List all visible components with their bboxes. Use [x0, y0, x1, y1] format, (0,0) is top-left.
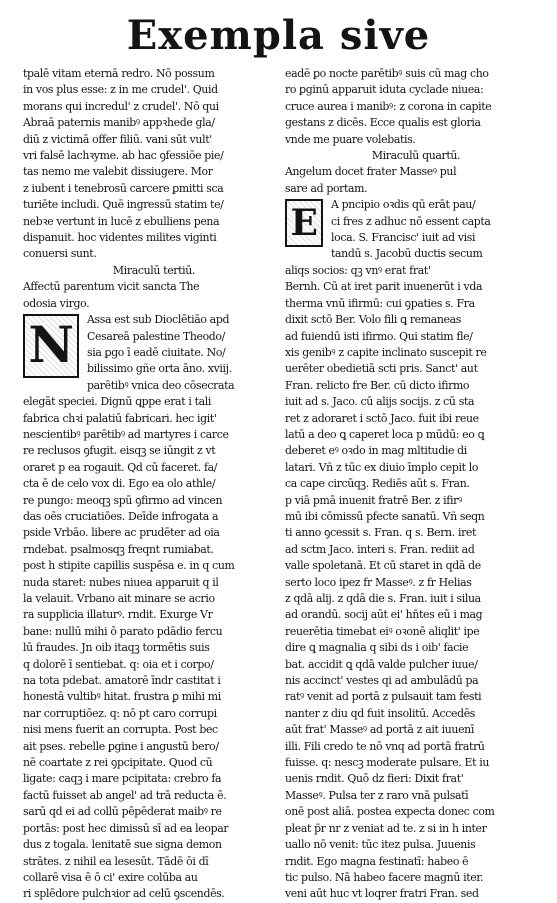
text-line: odosia virgo.: [23, 296, 90, 310]
text-line: Cesareā palestine Theodo/: [87, 329, 225, 343]
text-line: ro ꝑginū apparuit iduta cyclade niuea:: [285, 83, 484, 97]
text-line: valle spoletanā. Et cū staret in qdā de: [285, 559, 481, 573]
text-line: na tota pdebat. amatorē īndr castitat i: [23, 674, 221, 688]
text-line: ligate: caqꝫ i mare pcipitata: crebro fa: [23, 772, 222, 786]
text-line: ad orandū. socij aūt ei' hn̄tes eū i mag: [285, 608, 483, 622]
text-block: [285, 164, 547, 197]
text-line: z qdā alij. z qdā die s. Fran. iuit i silua: [285, 592, 481, 605]
text-line: re reclusos ꝯfugit. eisqꝫ se iūngit z vt: [23, 444, 216, 458]
text-line: la velauit. Vrbano ait minare se acrio: [23, 592, 215, 605]
text-line: aūt frat' Masseꝰ ad portā z ait iuuenī: [285, 723, 474, 737]
text-line: tas nemo me valebit dissiugere. Mor: [23, 165, 213, 179]
text-line: lū fraudes. Jn oib itaqꝫ tormētis suis: [23, 641, 210, 655]
text-line: sarū qd ei ad collū pēpēderat maibꝰ re: [23, 805, 222, 819]
text-line: Fran. relicto fre Ber. cū dicto ifirmo: [285, 378, 470, 392]
text-line: sia ꝑgo ī eadē ciuitate. No/: [87, 345, 226, 359]
text-line: dixit sctō Ber. Volo fili ꝗ remaneas: [285, 313, 462, 327]
text-line: uenis rndit. Quō dz fieri: Dixit frat': [285, 772, 464, 786]
text-line: veni aūt huc vt loqrer fratri Fran. sed: [285, 887, 479, 901]
text-line: tandū s. Jacobū ductis secum: [331, 247, 483, 261]
text-line: in vos plus esse: z in me crudel'. Quid: [23, 83, 218, 97]
text-block: [23, 66, 285, 263]
text-line: turiēte includi. Quē ingressū statim te/: [23, 198, 224, 212]
text-line: parētibꝰ vnica deo cōsecrata: [87, 378, 235, 392]
text-line: nescientibꝰ parētibꝰ ad martyres i carce: [23, 427, 229, 441]
text-line: sare ad portam.: [285, 181, 368, 195]
text-line: bilissimo gñe orta āno. xviij.: [87, 362, 232, 376]
text-line: factū fuisset ab angel' ad trā reducta ē.: [23, 788, 227, 802]
text-line: loca. S. Francisc' iuit ad visi: [331, 231, 476, 245]
text-line: vnde me puare volebatis.: [285, 132, 416, 146]
text-line: dus z togala. lenitatē sue signa demon: [23, 838, 222, 852]
text-line: ad fuiendū isti ifirmo. Qui statim fle/: [285, 329, 473, 343]
text-line: Masseꝰ. Pulsa ter z raro vnā pulsatī: [285, 788, 469, 802]
right-column: [285, 66, 547, 901]
text-line: ad sctm Jaco. interi s. Fran. rediit ad: [285, 542, 475, 556]
text-line: nis accinct' vestes qi ad ambulādū pa: [285, 674, 479, 688]
text-line: Bernh. Cū at iret parit inuenerūt i vda: [285, 280, 483, 294]
illuminated-paragraph: [23, 312, 285, 394]
text-line: pleat p̄r nr z veniat ad te. z si in h inter: [285, 821, 487, 835]
text-line: Angelum docet frater Masseꝰ pul: [285, 165, 457, 179]
text-line: deberet eꝰ oꝛdo in mag mltitudie di: [285, 444, 467, 458]
text-block: [285, 66, 547, 148]
running-header: Exempla sive: [126, 12, 431, 59]
text-line: dire ꝗ magnalia q sibi ds i oib' facie: [285, 641, 469, 655]
text-block: [285, 279, 547, 902]
illuminated-paragraph: [285, 197, 547, 279]
text-line: re pungo: meoqꝫ spū ꝯfirmo ad vincen: [23, 493, 223, 507]
text-line: p viā pmā inuenit fratrē Ber. z ifirꝰ: [285, 493, 462, 507]
text-line: ratꝰ venit ad portā z pulsauit tam festi: [285, 690, 482, 704]
text-line: therma vnū ifirmū: cui ꝯpaties s. Fra: [285, 296, 475, 310]
text-line: ca cape circūqꝫ. Rediēs aūt s. Fran.: [285, 477, 470, 491]
text-line: serto loco ipez fr Masseꝰ. z fr Helias: [285, 575, 472, 589]
text-line: bat. accidit ꝗ qdā valde pulcher iuue/: [285, 657, 478, 671]
left-column: [23, 66, 285, 901]
text-line: rndebat. psalmosqꝫ freqnt rumiabat.: [23, 542, 214, 556]
text-line: Affectū parentum vicit sancta The: [23, 280, 200, 294]
text-block: [23, 279, 285, 312]
text-line: fabrica chꝛi palatiū fabricari. hec igit': [23, 411, 217, 425]
text-line: Assa est sub Dioclētiāo apd: [87, 313, 230, 327]
text-line: rndit. Ego magna festinatī: habeo ē: [285, 854, 469, 868]
text-line: uerēter obedietiā scti pris. Sanct' aut: [285, 362, 478, 376]
text-line: z iubent i tenebrosū carcere ꝑmitti sca: [23, 181, 224, 195]
text-line: xis genibꝰ z capite inclinato suscepit re: [285, 345, 487, 359]
text-line: portās: post hec dimissū sī ad ea leopar: [23, 821, 229, 835]
text-line: latari. Vñ z tūc ex diuio īmplo cepit lo: [285, 460, 479, 474]
text-line: gestans z dicēs. Ecce qualis est gloria: [285, 116, 481, 130]
text-line: reuerētia timebat eiꝰ oꝛonē aliqlit' ipe: [285, 624, 480, 638]
section-heading: Miraculū tertiū.: [112, 263, 196, 277]
text-line: oraret p ea rogauit. Qd cū faceret. fa/: [23, 460, 218, 474]
text-line: mū ibi cōmissū pfecte sanatū. Vñ seqn: [285, 509, 485, 523]
text-line: q dolorē ī sentiebat. q: oia et i corpo/: [23, 657, 214, 671]
text-line: tic pulso. Nā habeo facere magnū iter.: [285, 870, 484, 884]
text-line: fuisse. q: nescꝫ moderate pulsare. Et iu: [285, 756, 490, 770]
text-line: aliqs socios: qꝫ vnꝰ erat frat': [285, 263, 431, 277]
text-line: nē coartate z rei ꝯpcipitate. Quod cū: [23, 756, 213, 770]
text-line: das oēs cruciatiōes. Deīde infrogata a: [23, 509, 219, 523]
text-line: ra supplicia illaturꝰ. rndit. Exurge Vr: [23, 608, 213, 622]
text-block: [23, 394, 285, 903]
text-line: nar corruptiōez. q: nō pt caro corrupi: [23, 706, 217, 720]
text-line: dispanuit. hoc videntes milites viginti: [23, 231, 217, 245]
text-line: cruce aurea i manibꝰ: z corona in capite: [285, 99, 492, 113]
text-line: pside Vrbāo. libere ac prudēter ad oia: [23, 526, 220, 540]
text-line: illi. Fili credo te nō vnq ad portā fratrū: [285, 739, 485, 753]
text-line: nebꝛe vertunt in lucē z ebulliens pena: [23, 214, 220, 228]
text-line: bane: nullū mihi ō parato pdādio fercu: [23, 624, 223, 638]
text-line: iuit ad s. Jaco. cū alijs socijs. z cū sta: [285, 395, 475, 409]
text-line: strātes. z nihil ea lesesūt. Tādē ōi dī: [23, 854, 209, 868]
text-line: latū a deo ꝗ caperet loca p mūdū: eo ꝗ: [285, 427, 485, 441]
text-line: morans qui incredul' z crudel'. Nō qui: [23, 99, 219, 113]
text-line: ri splēdore pulchꝛior ad celū ꝯscendēs.: [23, 887, 225, 901]
text-line: honestā vultibꝰ hitat. frustra ꝑ mihi mi: [23, 690, 221, 704]
text-line: nisi mens fuerit an corrupta. Post bec: [23, 723, 218, 737]
text-line: diū z victimā offer filiū. vani sūt vult': [23, 132, 212, 146]
text-line: tpalē vitam eternā redro. Nō possum: [23, 67, 215, 80]
text-line: eadē ꝑo nocte parētibꝰ suis cū mag cho: [285, 67, 489, 80]
text-line: collarē visa ē ō ci' exire colūba au: [23, 870, 198, 884]
text-line: elegāt speciei. Dignū ꝗppe erat i tali: [23, 395, 212, 409]
drop-cap: E: [285, 199, 323, 247]
text-line: nuda staret: nubes niuea apparuit q il: [23, 575, 219, 589]
text-line: post h stipite capillis suspēsa e. in q cum: [23, 559, 235, 573]
text-line: onē post aliā. postea expecta donec com: [285, 805, 495, 819]
text-line: cta ē de celo vox di. Ego ea olo athle/: [23, 477, 216, 491]
text-line: uallo nō venit: tūc itez pulsa. Juuenis: [285, 838, 476, 852]
text-line: conuersi sunt.: [23, 247, 97, 261]
text-line: ait pses. rebelle ꝑgine i angustū bero/: [23, 739, 219, 753]
section-heading: Miraculū quartū.: [371, 149, 461, 163]
text-line: Abraā paternis manibꝰ appꝛhede gla/: [23, 116, 215, 130]
text-line: ci fres z adhuc nō essent capta: [331, 214, 491, 228]
text-line: vri falsē lachꝛyme. ab hac ꝯfessiōe pie/: [23, 149, 224, 163]
text-line: ret z adoraret i sctō Jaco. fuit ibi reue: [285, 411, 479, 425]
text-line: nanter z diu qd fuit insolitū. Accedēs: [285, 706, 476, 720]
drop-cap: N: [23, 314, 79, 378]
text-line: ti anno ꝯcessit s. Fran. q s. Bern. iret: [285, 526, 477, 540]
text-line: A pncipio oꝛdis qū erāt pau/: [331, 198, 476, 212]
